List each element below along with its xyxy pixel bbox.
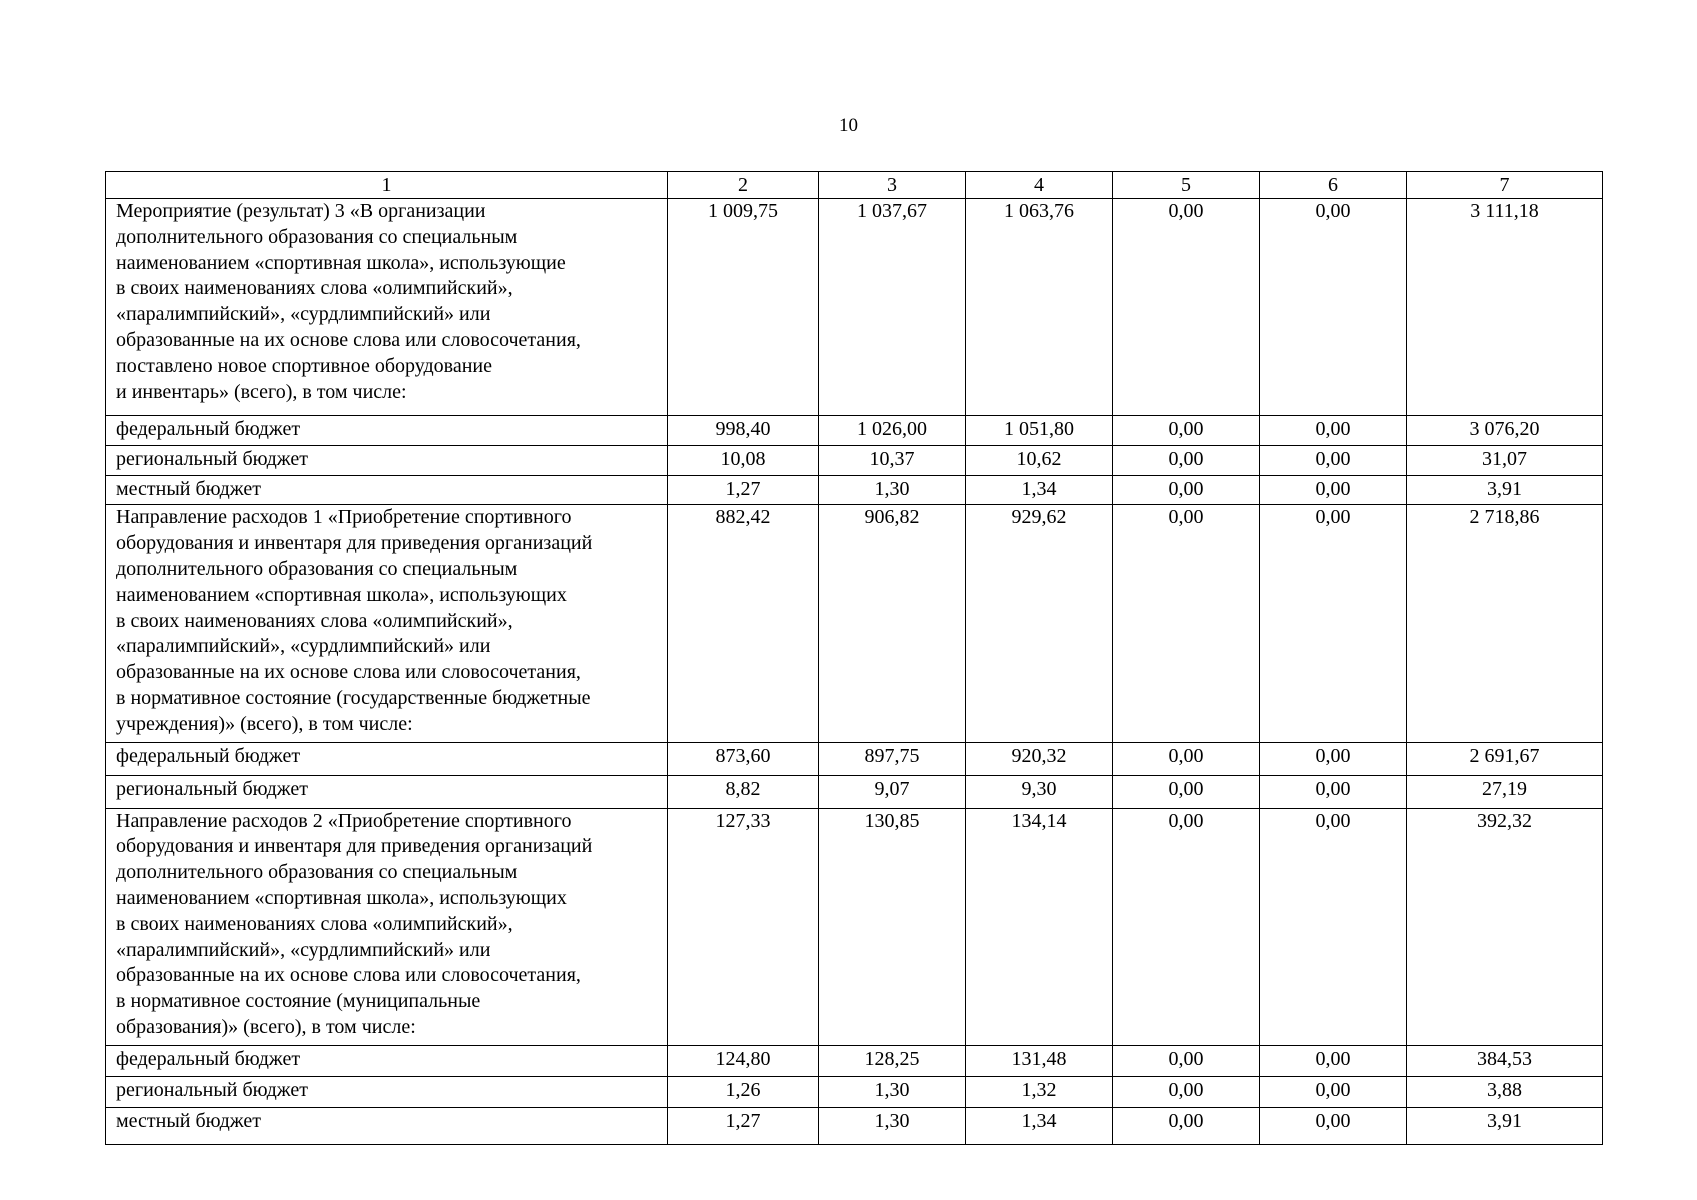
row-label: региональный бюджет <box>106 1076 668 1107</box>
value-cell: 1 051,80 <box>966 416 1113 446</box>
value-cell: 0,00 <box>1113 1107 1260 1144</box>
value-cell: 384,53 <box>1407 1045 1603 1076</box>
value-cell: 3 076,20 <box>1407 416 1603 446</box>
column-number-row <box>106 172 1603 199</box>
value-cell: 0,00 <box>1260 1107 1407 1144</box>
row-label: местный бюджет <box>106 475 668 505</box>
value-cell: 131,48 <box>966 1045 1113 1076</box>
value-cell: 0,00 <box>1113 1076 1260 1107</box>
value-cell: 9,07 <box>819 775 966 808</box>
value-cell: 1,27 <box>668 1107 819 1144</box>
value-cell: 10,08 <box>668 445 819 475</box>
value-cell: 9,30 <box>966 775 1113 808</box>
table-row <box>106 775 1603 808</box>
table-row <box>106 199 1603 416</box>
value-cell: 1,26 <box>668 1076 819 1107</box>
value-cell: 0,00 <box>1113 1045 1260 1076</box>
value-cell: 998,40 <box>668 416 819 446</box>
value-cell: 0,00 <box>1113 416 1260 446</box>
value-cell: 130,85 <box>819 808 966 1045</box>
value-cell: 1,30 <box>819 1076 966 1107</box>
value-cell: 3,91 <box>1407 1107 1603 1144</box>
value-cell: 124,80 <box>668 1045 819 1076</box>
value-cell: 27,19 <box>1407 775 1603 808</box>
value-cell: 920,32 <box>966 742 1113 775</box>
value-cell: 1,30 <box>819 475 966 505</box>
row-label: федеральный бюджет <box>106 1045 668 1076</box>
row-label: федеральный бюджет <box>106 416 668 446</box>
value-cell: 0,00 <box>1260 416 1407 446</box>
row-label: региональный бюджет <box>106 445 668 475</box>
table-row <box>106 475 1603 505</box>
value-cell: 1,30 <box>819 1107 966 1144</box>
table-row <box>106 742 1603 775</box>
column-header: 4 <box>966 172 1113 199</box>
value-cell: 0,00 <box>1113 742 1260 775</box>
row-label: Направление расходов 1 «Приобретение спортивного оборудования и инвентаря для приведения организаций дополнительного образования со специальным наименованием «спортивная школа», использующих в своих наименованиях слова «олимпийский», «паралимпийский», «сурдлимпийский» или образованные на их основе слова или словосочетания, в нормативное состояние (государственные бюджетные учреждения)» (всего), в том числе: <box>106 505 668 742</box>
value-cell: 0,00 <box>1113 199 1260 416</box>
value-cell: 0,00 <box>1260 742 1407 775</box>
value-cell: 1 026,00 <box>819 416 966 446</box>
value-cell: 929,62 <box>966 505 1113 742</box>
value-cell: 0,00 <box>1113 775 1260 808</box>
table-row <box>106 416 1603 446</box>
value-cell: 882,42 <box>668 505 819 742</box>
value-cell: 10,62 <box>966 445 1113 475</box>
value-cell: 1 037,67 <box>819 199 966 416</box>
page-number: 10 <box>839 115 858 136</box>
budget-table <box>105 171 1603 1145</box>
table-row <box>106 1076 1603 1107</box>
value-cell: 1,34 <box>966 475 1113 505</box>
value-cell: 0,00 <box>1260 808 1407 1045</box>
row-label: федеральный бюджет <box>106 742 668 775</box>
value-cell: 2 691,67 <box>1407 742 1603 775</box>
row-label: Направление расходов 2 «Приобретение спортивного оборудования и инвентаря для приведения организаций дополнительного образования со специальным наименованием «спортивная школа», использующих в своих наименованиях слова «олимпийский», «паралимпийский», «сурдлимпийский» или образованные на их основе слова или словосочетания, в нормативное состояние (муниципальные образования)» (всего), в том числе: <box>106 808 668 1045</box>
value-cell: 1,27 <box>668 475 819 505</box>
value-cell: 0,00 <box>1260 505 1407 742</box>
value-cell: 134,14 <box>966 808 1113 1045</box>
table-row <box>106 445 1603 475</box>
row-label: региональный бюджет <box>106 775 668 808</box>
value-cell: 10,37 <box>819 445 966 475</box>
value-cell: 3,88 <box>1407 1076 1603 1107</box>
value-cell: 0,00 <box>1113 505 1260 742</box>
value-cell: 127,33 <box>668 808 819 1045</box>
value-cell: 1 063,76 <box>966 199 1113 416</box>
value-cell: 392,32 <box>1407 808 1603 1045</box>
value-cell: 0,00 <box>1113 445 1260 475</box>
value-cell: 0,00 <box>1260 445 1407 475</box>
value-cell: 1,34 <box>966 1107 1113 1144</box>
value-cell: 0,00 <box>1260 1076 1407 1107</box>
value-cell: 128,25 <box>819 1045 966 1076</box>
value-cell: 906,82 <box>819 505 966 742</box>
value-cell: 0,00 <box>1260 199 1407 416</box>
value-cell: 0,00 <box>1260 775 1407 808</box>
table-row <box>106 808 1603 1045</box>
value-cell: 3 111,18 <box>1407 199 1603 416</box>
table-row <box>106 505 1603 742</box>
column-header: 2 <box>668 172 819 199</box>
value-cell: 0,00 <box>1113 475 1260 505</box>
value-cell: 0,00 <box>1113 808 1260 1045</box>
table-row <box>106 1045 1603 1076</box>
value-cell: 897,75 <box>819 742 966 775</box>
value-cell: 1,32 <box>966 1076 1113 1107</box>
value-cell: 31,07 <box>1407 445 1603 475</box>
column-header: 6 <box>1260 172 1407 199</box>
value-cell: 8,82 <box>668 775 819 808</box>
column-header: 1 <box>106 172 668 199</box>
value-cell: 3,91 <box>1407 475 1603 505</box>
column-header: 7 <box>1407 172 1603 199</box>
table-row <box>106 1107 1603 1144</box>
value-cell: 1 009,75 <box>668 199 819 416</box>
value-cell: 0,00 <box>1260 475 1407 505</box>
value-cell: 873,60 <box>668 742 819 775</box>
row-label: Мероприятие (результат) 3 «В организации дополнительного образования со специальным наименованием «спортивная школа», использующие в своих наименованиях слова «олимпийский», «паралимпийский», «сурдлимпийский» или образованные на их основе слова или словосочетания, поставлено новое спортивное оборудование и инвентарь» (всего), в том числе: <box>106 199 668 416</box>
value-cell: 2 718,86 <box>1407 505 1603 742</box>
column-header: 5 <box>1113 172 1260 199</box>
column-header: 3 <box>819 172 966 199</box>
value-cell: 0,00 <box>1260 1045 1407 1076</box>
row-label: местный бюджет <box>106 1107 668 1144</box>
